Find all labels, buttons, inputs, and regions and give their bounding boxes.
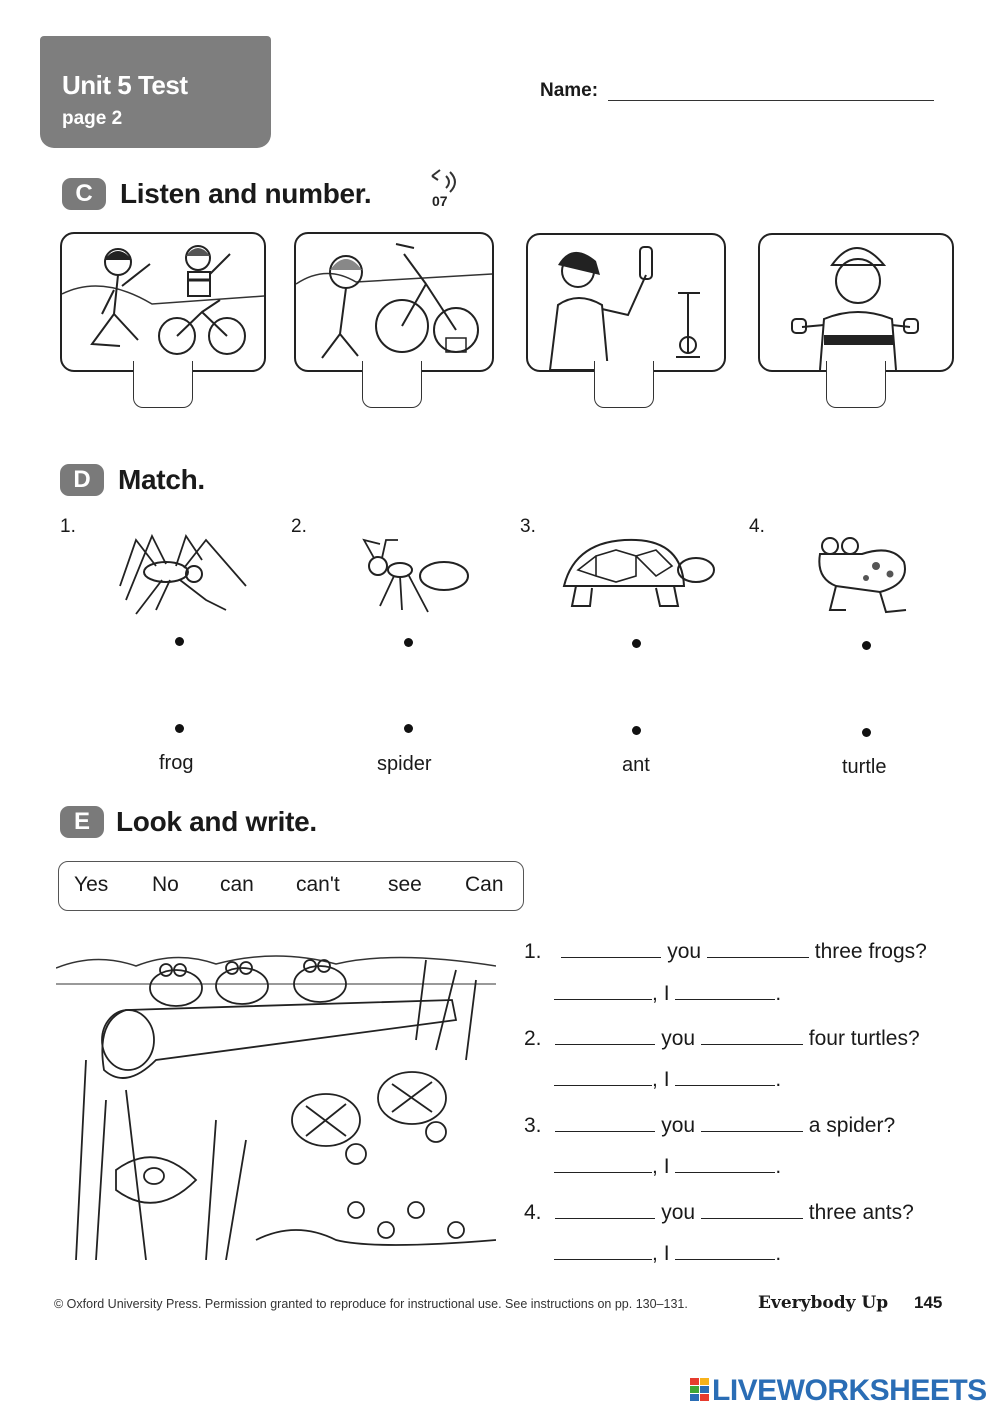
answer-3-period: . xyxy=(775,1155,782,1178)
boy-with-helmet-illustration xyxy=(760,235,952,370)
question-3-blank-b[interactable] xyxy=(701,1130,803,1132)
answer-1 xyxy=(554,982,781,1006)
word-bank-item: see xyxy=(388,873,422,896)
answer-1-blank-b[interactable] xyxy=(675,998,775,1000)
section-e-badge: E xyxy=(60,806,104,838)
name-input-line[interactable] xyxy=(608,100,934,101)
match-word-4: turtle xyxy=(842,756,887,778)
liveworksheets-watermark[interactable]: LIVEWORKSHEETS xyxy=(712,1374,987,1407)
match-word-1: frog xyxy=(159,752,194,774)
audio-track-number: 07 xyxy=(432,193,448,209)
number-box-2[interactable] xyxy=(362,361,422,408)
section-c-title: Listen and number. xyxy=(120,178,372,209)
number-box-4[interactable] xyxy=(826,361,886,408)
match-number-4: 4. xyxy=(749,516,765,537)
answer-4-comma: , xyxy=(652,1242,658,1265)
answer-2-i: I xyxy=(663,1068,670,1091)
word-bank-item: No xyxy=(152,873,179,896)
answer-1-period: . xyxy=(775,982,782,1005)
question-4-number: 4. xyxy=(524,1201,542,1224)
match-dot-word-2[interactable] xyxy=(404,724,413,733)
ant-picture xyxy=(350,536,474,616)
liveworksheets-logo-icon xyxy=(690,1378,710,1407)
question-1 xyxy=(524,940,927,964)
question-2-number: 2. xyxy=(524,1027,542,1050)
match-dot-picture-3[interactable] xyxy=(632,639,641,648)
word-bank-item: Yes xyxy=(74,873,109,896)
question-3-blank-a[interactable] xyxy=(555,1130,655,1132)
audio-track-icon[interactable] xyxy=(420,168,468,212)
answer-2-blank-a[interactable] xyxy=(554,1084,652,1086)
question-1-blank-a[interactable] xyxy=(561,956,661,958)
answer-4-i: I xyxy=(663,1242,670,1265)
question-4-blank-a[interactable] xyxy=(555,1217,655,1219)
section-d-title: Match. xyxy=(118,464,205,495)
answer-2 xyxy=(554,1068,781,1092)
word-bank-item: can xyxy=(220,873,254,896)
answer-1-i: I xyxy=(663,982,670,1005)
girl-with-pump-illustration xyxy=(528,235,724,370)
match-dot-word-4[interactable] xyxy=(862,728,871,737)
spider-picture xyxy=(106,530,256,616)
match-dot-word-3[interactable] xyxy=(632,726,641,735)
question-1-blank-b[interactable] xyxy=(707,956,809,958)
answer-4 xyxy=(554,1242,781,1266)
question-3 xyxy=(524,1114,895,1138)
question-2 xyxy=(524,1027,920,1051)
unit-page-label: page 2 xyxy=(62,108,123,129)
question-1-number: 1. xyxy=(524,940,542,963)
match-word-2: spider xyxy=(377,753,432,775)
answer-2-period: . xyxy=(775,1068,782,1091)
match-dot-picture-2[interactable] xyxy=(404,638,413,647)
answer-3-blank-a[interactable] xyxy=(554,1171,652,1173)
frog-picture xyxy=(806,534,916,616)
question-2-blank-a[interactable] xyxy=(555,1043,655,1045)
turtle-picture xyxy=(556,536,716,616)
number-box-1[interactable] xyxy=(133,361,193,408)
question-4-blank-b[interactable] xyxy=(701,1217,803,1219)
match-number-2: 2. xyxy=(291,516,307,537)
listen-picture-1 xyxy=(60,232,266,372)
match-dot-picture-1[interactable] xyxy=(175,637,184,646)
answer-4-blank-a[interactable] xyxy=(554,1258,652,1260)
question-3-number: 3. xyxy=(524,1114,542,1137)
listen-picture-2 xyxy=(294,232,494,372)
answer-3-blank-b[interactable] xyxy=(675,1171,775,1173)
question-4-you: you xyxy=(661,1201,696,1224)
listen-picture-3 xyxy=(526,233,726,372)
section-c-badge: C xyxy=(62,178,106,210)
question-4 xyxy=(524,1201,914,1225)
word-bank xyxy=(58,861,524,911)
word-bank-item: can't xyxy=(296,873,340,896)
pond-scene-picture xyxy=(56,940,496,1260)
question-2-blank-b[interactable] xyxy=(701,1043,803,1045)
question-2-you: you xyxy=(661,1027,696,1050)
boy-with-bike-illustration xyxy=(296,234,492,370)
section-e-title: Look and write. xyxy=(116,806,317,837)
number-box-3[interactable] xyxy=(594,361,654,408)
copyright-notice: © Oxford University Press. Permission granted to reproduce for instructional use. See instructions on pp. 130–131. xyxy=(54,1297,688,1311)
match-dot-word-1[interactable] xyxy=(175,724,184,733)
answer-4-period: . xyxy=(775,1242,782,1265)
section-d-badge: D xyxy=(60,464,104,496)
answer-3-i: I xyxy=(663,1155,670,1178)
question-3-you: you xyxy=(661,1114,696,1137)
listen-picture-4 xyxy=(758,233,954,372)
answer-1-blank-a[interactable] xyxy=(554,998,652,1000)
answer-3-comma: , xyxy=(652,1155,658,1178)
girl-and-boy-bike-illustration xyxy=(62,234,264,370)
question-2-rest: four turtles? xyxy=(808,1027,920,1050)
answer-3 xyxy=(554,1155,781,1179)
question-1-you: you xyxy=(667,940,702,963)
answer-2-comma: , xyxy=(652,1068,658,1091)
answer-4-blank-b[interactable] xyxy=(675,1258,775,1260)
answer-1-comma: , xyxy=(652,982,658,1005)
page-number: 145 xyxy=(914,1293,943,1312)
question-3-rest: a spider? xyxy=(808,1114,896,1137)
unit-title: Unit 5 Test xyxy=(62,70,188,100)
question-4-rest: three ants? xyxy=(808,1201,914,1224)
answer-2-blank-b[interactable] xyxy=(675,1084,775,1086)
word-bank-item: Can xyxy=(465,873,504,896)
match-number-3: 3. xyxy=(520,516,536,537)
name-label: Name: xyxy=(540,80,599,101)
question-1-rest: three frogs? xyxy=(814,940,927,963)
match-number-1: 1. xyxy=(60,516,76,537)
brand-name: Everybody Up xyxy=(758,1293,889,1313)
match-word-3: ant xyxy=(622,754,650,776)
match-dot-picture-4[interactable] xyxy=(862,641,871,650)
